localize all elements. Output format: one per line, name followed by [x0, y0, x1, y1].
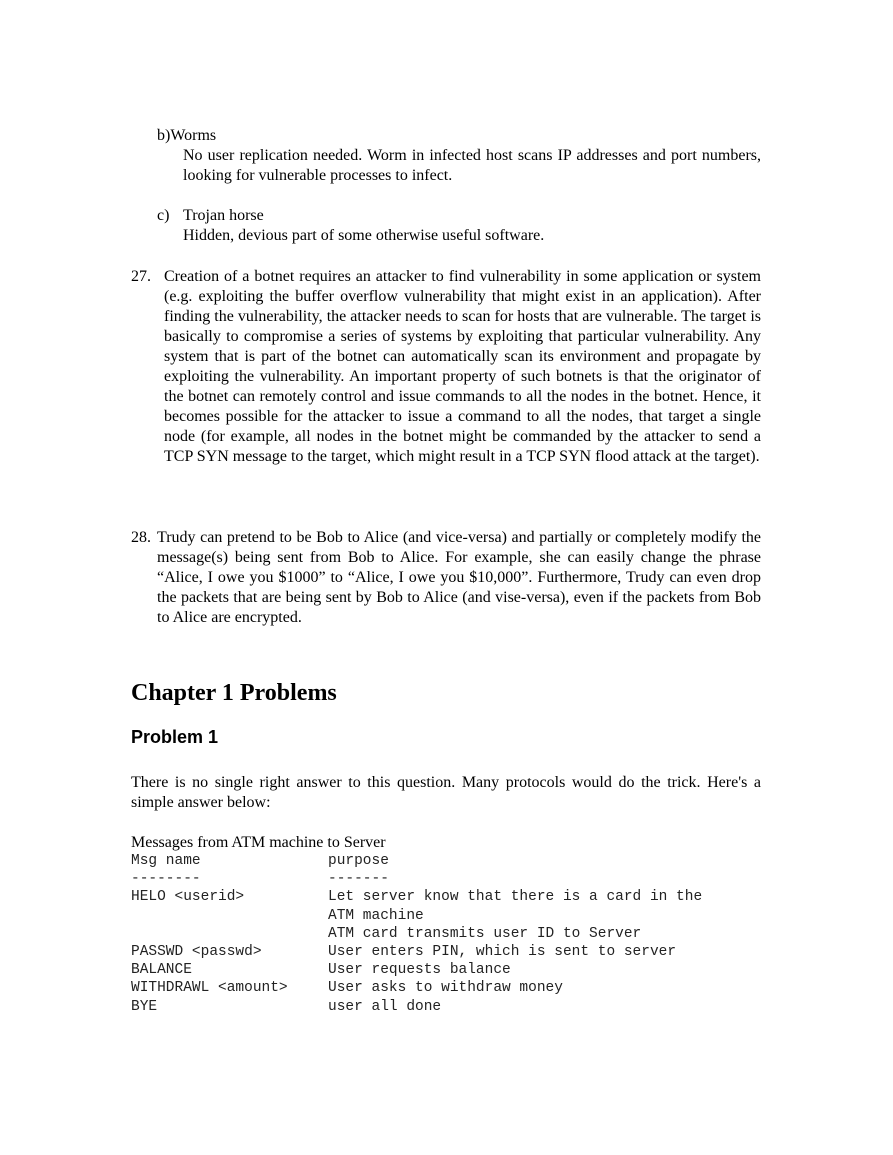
message-name: --------: [131, 871, 201, 888]
message-name: WITHDRAWL <amount>: [131, 980, 288, 997]
table-row: [131, 888, 771, 906]
trojan-title: Trojan horse: [183, 207, 264, 224]
message-purpose: User requests balance: [328, 962, 511, 979]
message-purpose: Let server know that there is a card in the: [328, 889, 703, 906]
message-name: BYE: [131, 998, 158, 1015]
problem-title: Problem 1: [131, 727, 219, 747]
message-purpose: ATM machine: [328, 907, 424, 924]
message-purpose: user all done: [328, 998, 442, 1015]
message-name: BALANCE: [131, 962, 192, 979]
chapter-title: Chapter 1 Problems: [131, 680, 337, 706]
table-row: [131, 979, 771, 997]
table-row: [131, 852, 771, 870]
message-purpose: purpose: [328, 853, 389, 869]
messages-heading: Messages from ATM machine to Server: [131, 834, 386, 851]
message-purpose: User asks to withdraw money: [328, 980, 563, 997]
message-name: Msg name: [131, 853, 201, 869]
message-purpose: ATM card transmits user ID to Server: [328, 925, 642, 942]
table-row: [131, 925, 771, 943]
message-table: [131, 852, 771, 1016]
question-27-text: Creation of a botnet requires an attacker to find vulnerability in some application or system (e.g. exploiting the buffer overflow vulnerability that might exist in an application). After finding the vulnerability, the attacker needs to scan for hosts that are vulnerable. The target is basically to compromise a series of systems by exploiting that particular vulnerability. Any system that is part of the botnet can automatically scan its environment and propagate by exploiting the vulnerability. An important property of such botnets is that the originator of the botnet can remotely control and issue commands to all the nodes in the botnet. Hence, it becomes possible for the attacker to issue a command to all the nodes, that target a single node (for example, all nodes in the botnet might be commanded by the attacker to send a TCP SYN message to the target, which might result in a TCP SYN flood attack at the target).: [164, 268, 761, 465]
table-row: [131, 870, 771, 888]
problem-intro: There is no single right answer to this question. Many protocols would do the trick. Here's a simple answer below:: [131, 774, 761, 811]
message-purpose: -------: [328, 871, 389, 888]
worms-description: No user replication needed. Worm in infected host scans IP addresses and port numbers, looking for vulnerable processes to infect.: [183, 147, 761, 184]
table-row: [131, 943, 771, 961]
question-28-text: Trudy can pretend to be Bob to Alice (and vice-versa) and partially or completely modify the message(s) being sent from Bob to Alice. For example, she can easily change the phrase “Alice, I owe you $1000” to “Alice, I owe you $10,000”. Furthermore, Trudy can even drop the packets that are being sent by Bob to Alice (and vise-versa), even if the packets from Bob to Alice are encrypted.: [157, 529, 761, 626]
table-row: [131, 961, 771, 979]
question-27-number: 27.: [131, 268, 151, 285]
question-28-number: 28.: [131, 529, 151, 546]
trojan-item-letter: c): [157, 207, 170, 224]
message-purpose: User enters PIN, which is sent to server: [328, 943, 677, 960]
worms-label: b)Worms: [157, 127, 217, 144]
message-name: PASSWD <passwd>: [131, 943, 262, 960]
table-row: [131, 998, 771, 1016]
trojan-description: Hidden, devious part of some otherwise useful software.: [183, 227, 545, 244]
table-row: [131, 907, 771, 925]
message-name: HELO <userid>: [131, 889, 245, 906]
